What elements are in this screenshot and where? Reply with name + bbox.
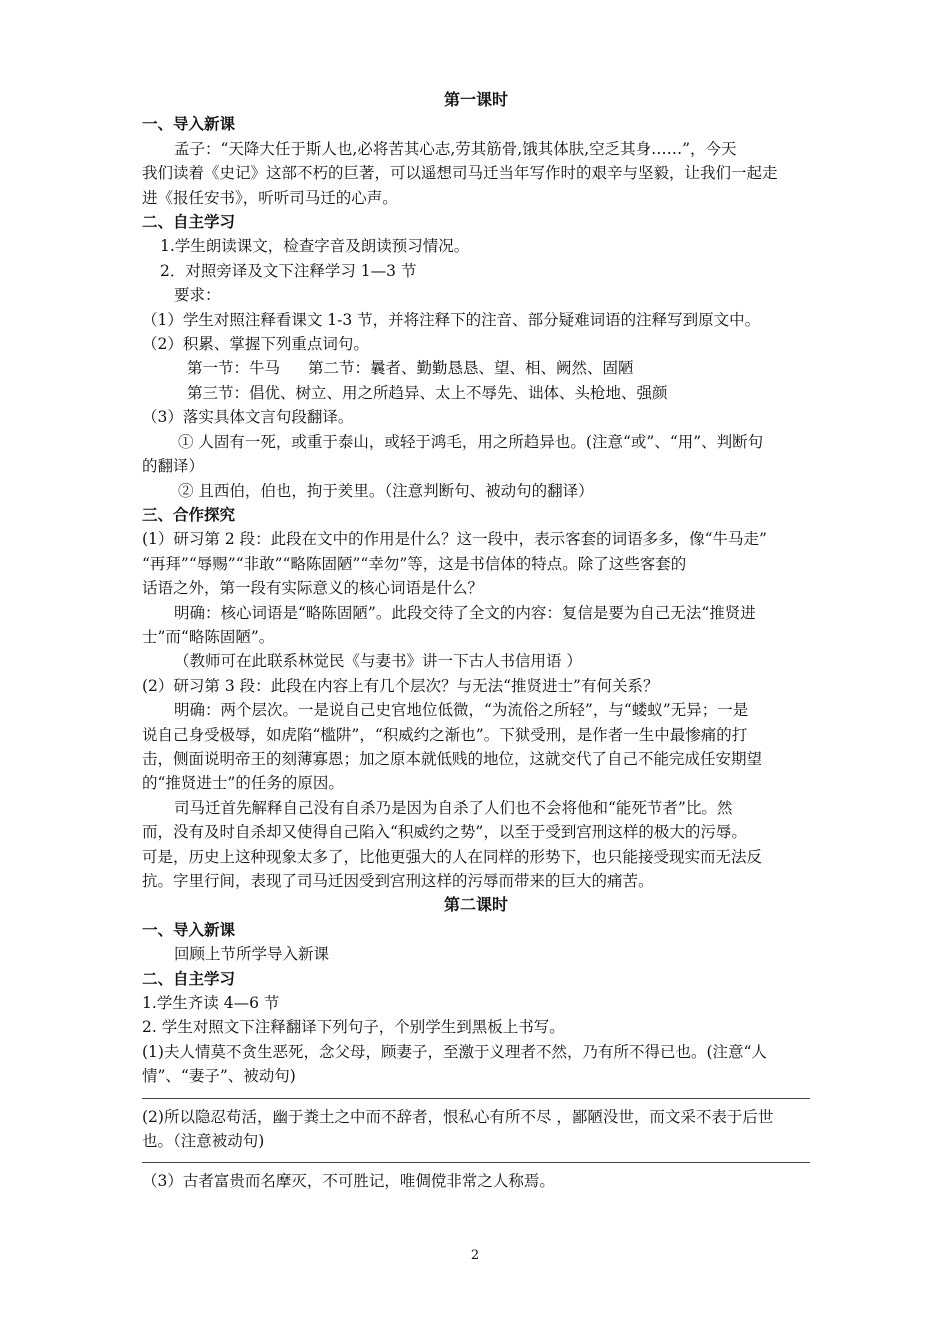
lesson2-translation-2-line: (2)所以隐忍苟活，幽于粪土之中而不辞者，恨私心有所不尽 ，鄙陋没世，而文采不表于后世 xyxy=(142,1107,774,1126)
lesson1-requirement-1: （1）学生对照注释看课文 1-3 节，并将注释下的注音、部分疑难词语的注释写到原文中。 xyxy=(142,310,761,329)
lesson2-item2: 2. 学生对照文下注释翻译下列句子，个别学生到黑板上书写。 xyxy=(142,1018,565,1037)
keywords-section3: 第三节：倡优、树立、用之所趋异、太上不辱先、诎体、头枪地、强颜 xyxy=(187,383,668,402)
answer-2-line: 击，侧面说明帝王的刻薄寡恩；加之原本就低贱的地位，这就交代了自己不能完成任安期望 xyxy=(142,749,763,768)
lesson2-intro: 回顾上节所学导入新课 xyxy=(174,945,330,964)
page-number: 2 xyxy=(470,1248,480,1263)
answer-line-divider xyxy=(142,1098,810,1099)
question-2: (2）研习第 3 段：此段在内容上有几个层次？与无法“推贤进士”有何关系？ xyxy=(142,676,659,695)
lesson1-section3-heading: 三、合作探究 xyxy=(142,505,236,524)
summary-paragraph-line: 而，没有及时自杀却又使得自己陷入“积威约之势”，以至于受到宫刑这样的极大的污辱。 xyxy=(142,823,747,842)
lesson2-section2-heading: 二、自主学习 xyxy=(142,969,236,988)
question-1-line: (1）研习第 2 段：此段在文中的作用是什么？这一段中，表示客套的词语多多，像“牛马走” xyxy=(142,530,767,549)
translation-sentence-1-cont: 的翻译） xyxy=(142,457,205,476)
lesson2-translation-2-line: 也。（注意被动句) xyxy=(142,1132,265,1151)
translation-sentence-2: ② 且西伯，伯也，拘于羑里。（注意判断句、被动句的翻译） xyxy=(178,481,594,500)
lesson2-translation-1-line: (1)夫人情莫不贪生恶死，念父母，顾妻子，至激于义理者不然，乃有所不得已也。(注意“人 xyxy=(142,1042,767,1061)
lesson1-item1: 1.学生朗读课文，检查字音及朗读预习情况。 xyxy=(160,237,470,256)
lesson2-section1-heading: 一、导入新课 xyxy=(142,920,236,939)
document-page xyxy=(142,88,810,1194)
lesson2-title: 第二课时 xyxy=(443,895,508,915)
lesson1-keywords-line xyxy=(142,356,810,380)
answer-2-line: 的“推贤进士”的任务的原因。 xyxy=(142,774,344,793)
question-1-line: 话语之外，第一段有实际意义的核心词语是什么？ xyxy=(142,579,484,598)
translation-sentence-1: ① 人固有一死，或重于泰山，或轻于鸿毛，用之所趋异也。(注意“或”、“用”、判断句 xyxy=(178,432,764,451)
summary-paragraph-line: 可是，历史上这种现象太多了，比他更强大的人在同样的形势下，也只能接受现实而无法反 xyxy=(142,847,763,866)
lesson1-requirement-2: （2）积累、掌握下列重点词句。 xyxy=(142,335,369,354)
lesson2-translation-3: （3）古者富贵而名摩灭，不可胜记，唯倜傥非常之人称焉。 xyxy=(142,1172,555,1191)
lesson1-requirement-3: （3）落实具体文言句段翻译。 xyxy=(142,408,354,427)
summary-paragraph-line: 抗。字里行间，表现了司马迁因受到宫刑这样的污辱而带来的巨大的痛苦。 xyxy=(142,872,654,890)
lesson1-requirement-label: 要求： xyxy=(174,286,221,305)
question-1-line: “再拜”“辱赐”“非敢”“略陈固陋”“幸勿”等，这是书信体的特点。除了这些客套的 xyxy=(142,554,687,573)
lesson1-item2: 2．对照旁译及文下注释学习 1—3 节 xyxy=(160,261,417,280)
keywords-section2: 第二节：曩者、勤勤恳恳、望、相、阙然、固陋 xyxy=(308,359,634,378)
answer-2-line: 明确：两个层次。一是说自己史官地位低微，“为流俗之所轻”，与“蝼蚁”无异；一是 xyxy=(174,701,749,720)
keywords-section1: 第一节：牛马 xyxy=(187,359,281,378)
summary-paragraph-line: 司马迁首先解释自己没有自杀乃是因为自杀了人们也不会将他和“能死节者”比。然 xyxy=(174,798,733,817)
lesson1-intro-line: 进《报任安书》，听听司马迁的心声。 xyxy=(142,188,398,207)
answer-1-line: 士”而“略陈固陋”。 xyxy=(142,627,275,646)
answer-line-divider xyxy=(142,1162,810,1163)
lesson1-intro-line: 我们读着《史记》这部不朽的巨著，可以遥想司马迁当年写作时的艰辛与坚毅，让我们一起走 xyxy=(142,164,778,183)
teacher-note: （教师可在此联系林觉民《与妻书》讲一下古人书信用语 ） xyxy=(174,652,582,671)
answer-2-line: 说自己身受极辱，如虎陷“槛阱”，“积威约之渐也”。下狱受刑，是作者一生中最惨痛的打 xyxy=(142,725,748,744)
lesson2-translation-1-line: 情”、“妻子”、被动句) xyxy=(142,1067,296,1086)
lesson2-item1: 1.学生齐读 4—6 节 xyxy=(142,994,280,1013)
lesson1-intro-line: 孟子：“天降大任于斯人也,必将苦其心志,劳其筋骨,饿其体肤,空乏其身……”，今天 xyxy=(174,139,737,158)
answer-1-line: 明确：核心词语是“略陈固陋”。此段交待了全文的内容：复信是要为自己无法“推贤进 xyxy=(174,603,756,622)
lesson1-section2-heading: 二、自主学习 xyxy=(142,213,236,232)
lesson1-title: 第一课时 xyxy=(443,90,508,109)
lesson1-section1-heading: 一、导入新课 xyxy=(142,115,236,134)
